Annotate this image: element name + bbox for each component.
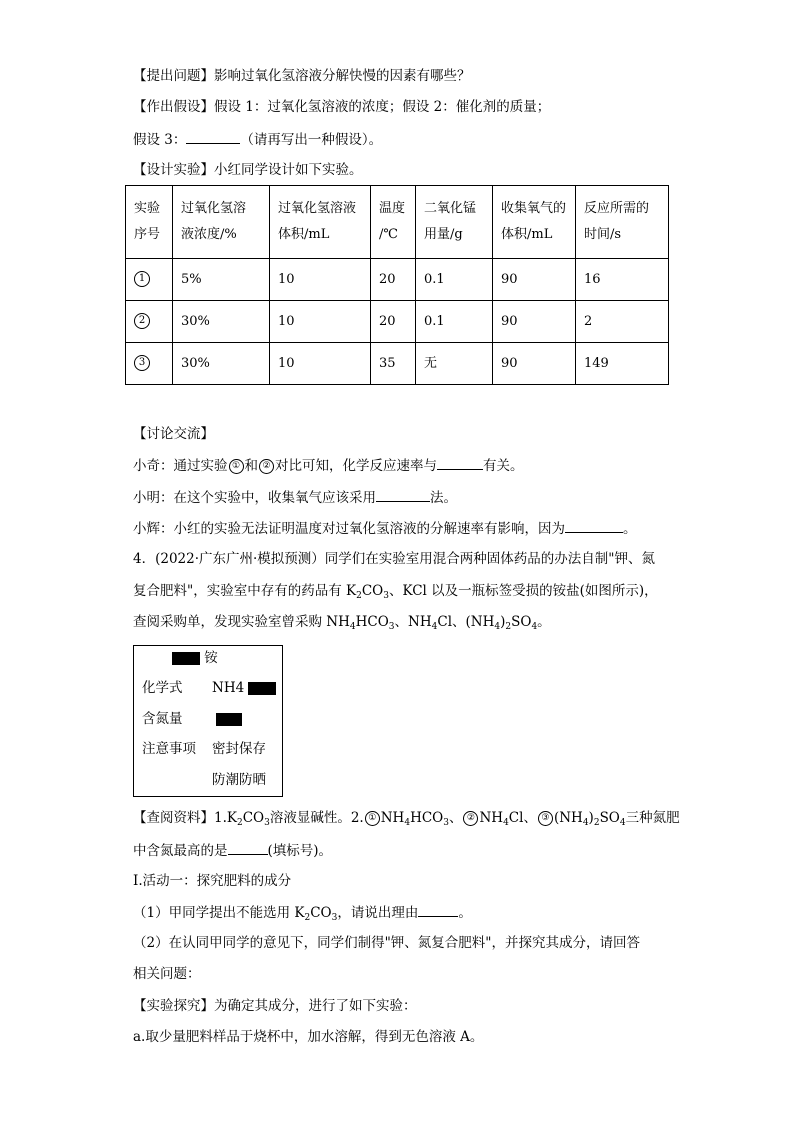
- table-cell: 10: [270, 259, 371, 301]
- question-2-line-2: 相关问题：: [133, 966, 201, 982]
- experiment-heading: 【实验探究】为确定其成分，进行了如下实验：: [133, 998, 417, 1014]
- hypothesis-line: 【作出假设】假设 1：过氧化氢溶液的浓度；假设 2：催化剂的质量；: [133, 99, 551, 115]
- table-header-cell: 温度 /℃: [371, 186, 416, 259]
- label-title: 铵: [204, 650, 218, 666]
- table-cell: 90: [493, 301, 576, 343]
- table-row: [126, 259, 669, 301]
- label-formula-key: 化学式: [142, 680, 183, 696]
- table-cell-index: 3: [126, 343, 173, 385]
- question-line: 【提出问题】影响过氧化氢溶液分解快慢的因素有哪些？: [133, 68, 471, 84]
- circle-1: ①: [229, 459, 244, 474]
- table-cell: 20: [371, 301, 416, 343]
- materials-line: 【查阅资料】$1.K_2CO_3$溶液显碱性。2. ① $NH_4HCO_3$、 ② $NH_4Cl$、 ③ $(NH_4)_2SO_4$三种氮肥: [133, 810, 680, 828]
- table-cell: 10: [270, 301, 371, 343]
- table-cell: 2: [576, 301, 669, 343]
- table-cell: 10: [270, 343, 371, 385]
- table-cell: 16: [576, 259, 669, 301]
- table-cell-index: 2: [126, 301, 173, 343]
- table-cell-index: 1: [126, 259, 173, 301]
- table-cell: 35: [371, 343, 416, 385]
- question-2-line: （2）在认同甲同学的意见下，同学们制得"钾、氮复合肥料"，并探究其成分，请回答: [133, 935, 641, 951]
- table-header-cell: 过氧化氢溶液 体积/mL: [270, 186, 371, 259]
- table-header-cell: 收集氧气的 体积/mL: [493, 186, 576, 259]
- answer-blank[interactable]: [418, 902, 458, 917]
- answer-blank[interactable]: [228, 840, 268, 855]
- table-cell: 0.1: [416, 301, 493, 343]
- label-notes-key: 注意事项: [142, 741, 196, 757]
- table-header-row: [126, 186, 669, 259]
- table-cell: 30%: [173, 343, 270, 385]
- label-formula-value: NH4: [212, 680, 245, 696]
- redacted-block: [172, 652, 200, 665]
- table-cell: 149: [576, 343, 669, 385]
- table-row: [126, 343, 669, 385]
- label-notes-value-1: 密封保存: [212, 741, 266, 757]
- xiaoqi-line: 小奇：通过实验 ① 和 ② 对比可知，化学反应速率与 有关。: [133, 455, 524, 476]
- step-a-line: a.取少量肥料样品于烧杯中，加水溶解，得到无色溶液 A。: [133, 1029, 484, 1045]
- materials-line-2: 中含氮最高的是 (填标号)。: [133, 840, 332, 861]
- answer-blank[interactable]: [437, 455, 483, 470]
- table-cell: 20: [371, 259, 416, 301]
- experiment-table: [125, 185, 669, 385]
- circle-2: ②: [259, 459, 274, 474]
- table-header-cell: 实验 序号: [126, 186, 173, 259]
- table-cell: 90: [493, 343, 576, 385]
- problem-4-line-1: 4．(2022·广东广州·模拟预测）同学们在实验室用混合两种固体药品的办法自制"钾、氮: [133, 551, 656, 567]
- xiaohui-line: 小辉：小红的实验无法证明温度对过氧化氢溶液的分解速率有影响，因为 。: [133, 518, 637, 539]
- table-cell: 无: [416, 343, 493, 385]
- problem-4-line-3: 查阅采购单，发现实验室曾采购 $NH_4HCO_3$、$NH_4Cl$、$(NH_4)_2SO_4$。: [133, 614, 551, 632]
- discussion-heading: 【讨论交流】: [133, 426, 214, 442]
- hypothesis-3-hint: （请再写出一种假设）。: [240, 132, 383, 148]
- table-cell: 0.1: [416, 259, 493, 301]
- answer-blank[interactable]: [565, 518, 623, 533]
- xiaoming-line: 小明：在这个实验中，收集氧气应该采用 法。: [133, 487, 457, 508]
- label-nitrogen-key: 含氮量: [142, 711, 183, 727]
- table-header-cell: 二氧化锰 用量/g: [416, 186, 493, 259]
- redacted-block: [248, 682, 276, 695]
- table-header-cell: 反应所需的 时间/s: [576, 186, 669, 259]
- redacted-block: [216, 713, 242, 726]
- damaged-label: [133, 645, 283, 797]
- table-row: [126, 301, 669, 343]
- answer-blank[interactable]: [376, 487, 430, 502]
- table-cell: 5%: [173, 259, 270, 301]
- activity-1-heading: Ⅰ.活动一：探究肥料的成分: [133, 873, 292, 889]
- table-cell: 30%: [173, 301, 270, 343]
- answer-blank[interactable]: [186, 129, 240, 144]
- hypothesis-3-label: 假设 3：: [133, 132, 187, 148]
- table-cell: 90: [493, 259, 576, 301]
- question-1-line: （1）甲同学提出不能选用 $K_2CO_3$，请说出理由 。: [133, 902, 472, 923]
- table-header-cell: 过氧化氢溶 液浓度/%: [173, 186, 270, 259]
- problem-4-line-2: 复合肥料"，实验室中存有的药品有 $K_2CO_3$、KCl 以及一瓶标签受损的铵盐(如图所示)，: [133, 583, 658, 601]
- design-line: 【设计实验】小红同学设计如下实验。: [133, 162, 363, 178]
- label-notes-value-2: 防潮防晒: [212, 772, 266, 788]
- hypothesis-3-line: [133, 129, 382, 150]
